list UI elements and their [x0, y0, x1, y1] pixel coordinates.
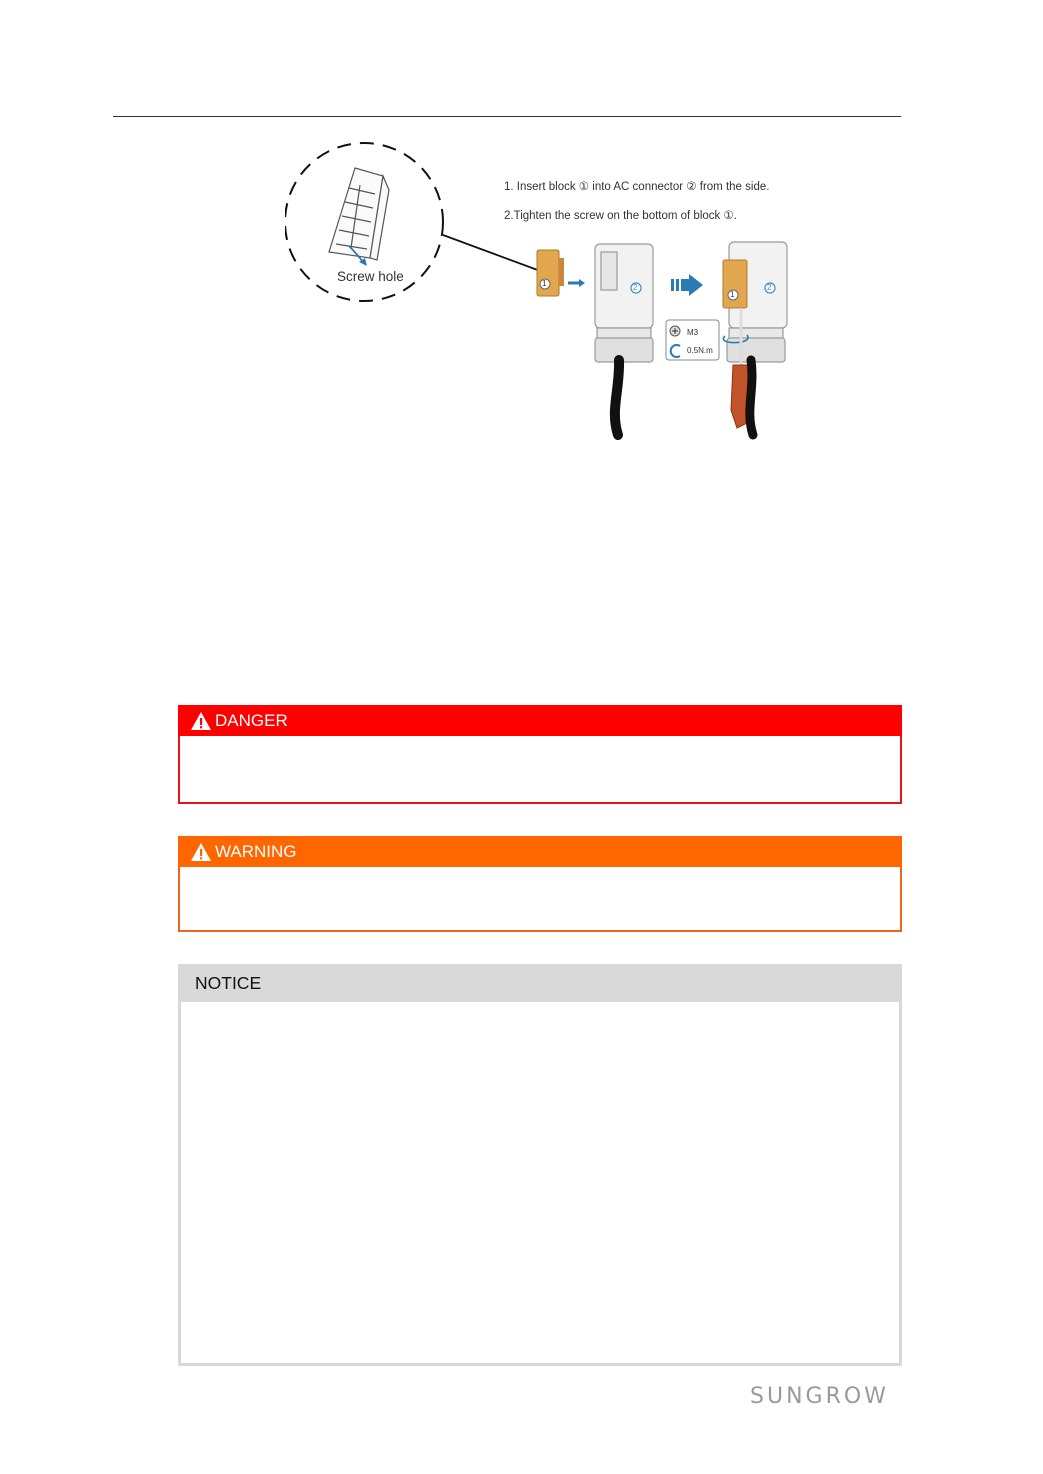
- step-2-text: 2.Tighten the screw on the bottom of block ①.: [504, 210, 737, 222]
- tool-size-label: M3: [687, 328, 699, 337]
- danger-header: [178, 705, 902, 736]
- warning-label: WARNING: [215, 841, 297, 861]
- notice-box: [178, 964, 902, 1366]
- block-right: [723, 260, 747, 308]
- cable-left: [615, 360, 619, 435]
- cable-right: [750, 360, 753, 435]
- big-arrow: [671, 274, 703, 296]
- warning-triangle-icon: [190, 711, 212, 731]
- header-rule: [113, 116, 901, 117]
- torque-label: 0.5N.m: [687, 346, 713, 355]
- step-1-text: 1. Insert block ① into AC connector ② from the side.: [504, 181, 770, 193]
- marker-1-left: 1: [542, 279, 547, 288]
- leader-line: [443, 235, 543, 272]
- marker-1-right: 1: [730, 290, 735, 299]
- installation-figure: [285, 140, 795, 440]
- sungrow-logo: SUNGROW: [750, 1384, 889, 1409]
- notice-header: [178, 964, 902, 1002]
- connector-left: [595, 244, 653, 362]
- block-zoom-drawing: [329, 168, 389, 260]
- warning-header: [178, 836, 902, 867]
- marker-2-left: 2: [633, 283, 638, 292]
- danger-box: [178, 705, 902, 804]
- warning-box: [178, 836, 902, 932]
- danger-label: DANGER: [215, 710, 288, 730]
- screw-hole-label: Screw hole: [337, 269, 404, 284]
- block-left: [537, 250, 564, 296]
- marker-2-right: 2: [767, 283, 772, 292]
- notice-label: NOTICE: [195, 972, 262, 993]
- warning-triangle-icon: [190, 842, 212, 862]
